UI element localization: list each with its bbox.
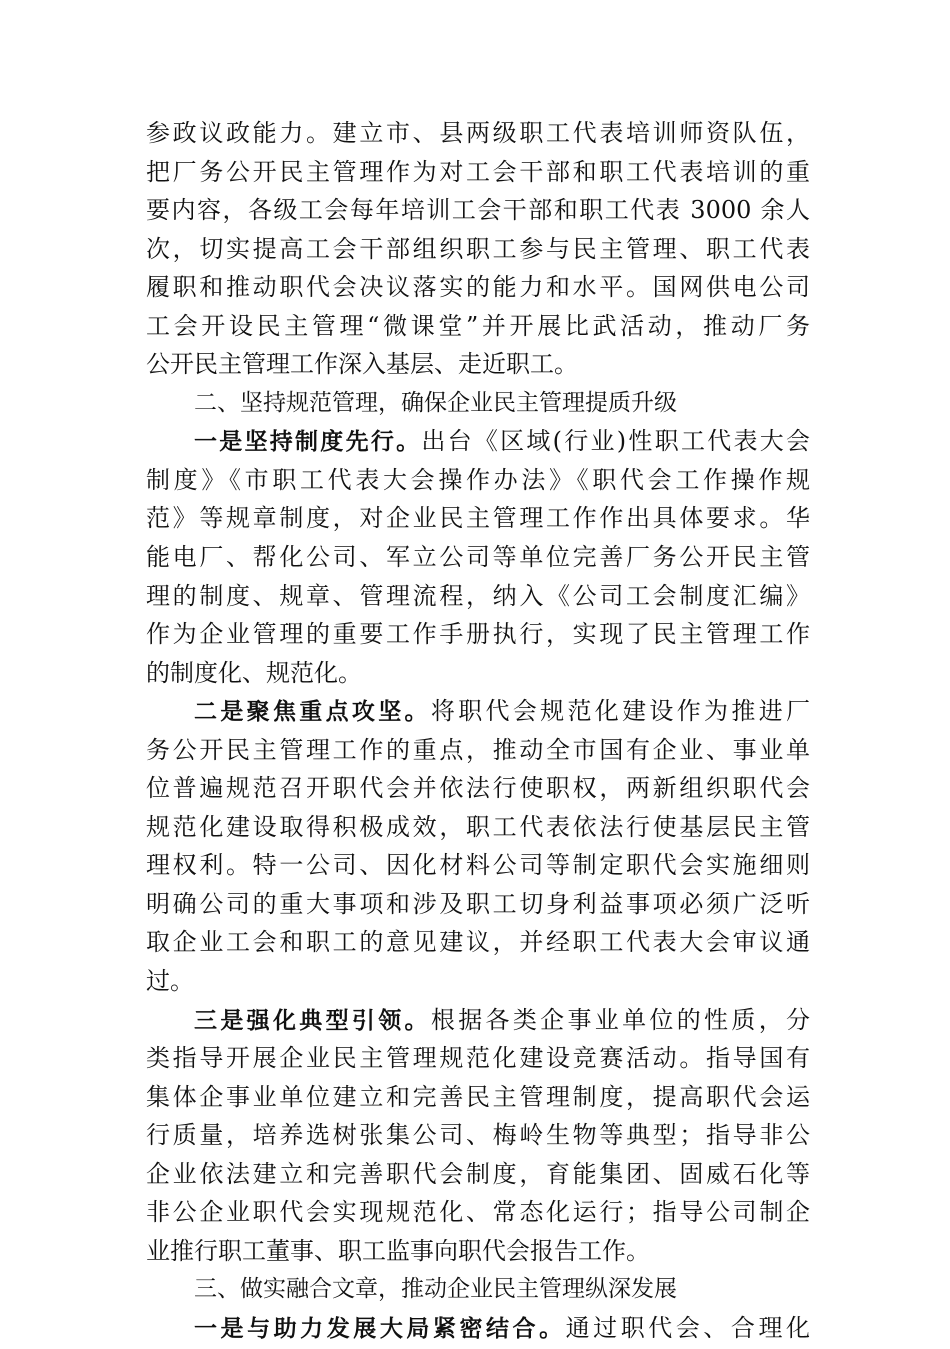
paragraph-text: 将职代会规范化建设作为推进厂 (430, 697, 811, 726)
text-line: 规范化建设取得积极成效，职工代表依法行使基层民主管 (146, 812, 810, 841)
section-heading-2: 二、坚持规范管理，确保企业民主管理提质升级 (194, 389, 677, 416)
text-line: 取企业工会和职工的意见建议，并经职工代表大会审议通 (146, 928, 810, 957)
text-line (146, 692, 810, 731)
paragraph-lead: 一是与助力发展大局紧密结合。 (194, 1315, 566, 1342)
text-line: 次，切实提高工会干部组织职工参与民主管理、职工代表 (146, 234, 810, 263)
paragraph-intro (146, 114, 810, 384)
paragraph-institution-first (146, 422, 810, 692)
text-line: 工会开设民主管理“微课堂”并开展比武活动，推动厂务 (146, 311, 810, 340)
text-line (146, 1001, 810, 1040)
text-line: 要内容，各级工会每年培训工会干部和职工代表 3000 余人 (146, 196, 810, 225)
text-line: 理的制度、规章、管理流程，纳入《公司工会制度汇编》 (146, 581, 810, 610)
paragraph-text: 根据各类企事业单位的性质，分 (430, 1005, 811, 1034)
text-line (146, 422, 810, 461)
text-line: 位普遍规范召开职代会并依法行使职权，两新组织职代会 (146, 774, 810, 803)
text-line: 类指导开展企业民主管理规范化建设竞赛活动。指导国有 (146, 1044, 810, 1073)
text-line: 企业依法建立和完善职代会制度，育能集团、固威石化等 (146, 1159, 810, 1188)
paragraph-development-integration (146, 1309, 810, 1348)
paragraph-lead: 二是聚焦重点攻坚。 (194, 699, 431, 726)
text-line: 明确公司的重大事项和涉及职工切身利益事项必须广泛听 (146, 889, 810, 918)
text-line: 的制度化、规范化。 (146, 658, 362, 687)
text-line: 履职和推动职代会决议落实的能力和水平。国网供电公司 (146, 273, 810, 302)
text-line: 制度》《市职工代表大会操作办法》《职代会工作操作规 (146, 465, 810, 494)
text-line: 过。 (146, 967, 194, 996)
text-line (146, 1309, 810, 1348)
text-line: 集体企事业单位建立和完善民主管理制度，提高职代会运 (146, 1082, 810, 1111)
paragraph-focus-key-points (146, 692, 810, 1000)
text-line: 范》等规章制度，对企业民主管理工作作出具体要求。华 (146, 504, 810, 533)
text-line: 公开民主管理工作深入基层、走近职工。 (146, 350, 578, 379)
text-line: 参政议政能力。建立市、县两级职工代表培训师资队伍， (146, 119, 810, 147)
text-line: 作为企业管理的重要工作手册执行，实现了民主管理工作 (146, 620, 810, 649)
text-line: 非公企业职代会实现规范化、常态化运行；指导公司制企 (146, 1198, 810, 1227)
section-heading-3: 三、做实融合文章，推动企业民主管理纵深发展 (194, 1276, 677, 1303)
text-line: 行质量，培养选树张集公司、梅岭生物等典型；指导非公 (146, 1121, 810, 1150)
paragraph-typical-examples (146, 1001, 810, 1271)
text-line: 理权利。特一公司、因化材料公司等制定职代会实施细则 (146, 851, 810, 880)
text-line: 务公开民主管理工作的重点，推动全市国有企业、事业单 (146, 735, 810, 764)
paragraph-lead: 一是坚持制度先行。 (194, 429, 422, 456)
document-body (146, 114, 810, 1348)
paragraph-text: 通过职代会、合理化 (565, 1313, 811, 1342)
text-line: 业推行职工董事、职工监事向职代会报告工作。 (146, 1236, 650, 1265)
text-line: 能电厂、帮化公司、军立公司等单位完善厂务公开民主管 (146, 543, 810, 572)
paragraph-text: 出台《区域(行业)性职工代表大会 (421, 427, 811, 456)
text-line: 把厂务公开民主管理作为对工会干部和职工代表培训的重 (146, 157, 810, 186)
paragraph-lead: 三是强化典型引领。 (194, 1007, 431, 1034)
